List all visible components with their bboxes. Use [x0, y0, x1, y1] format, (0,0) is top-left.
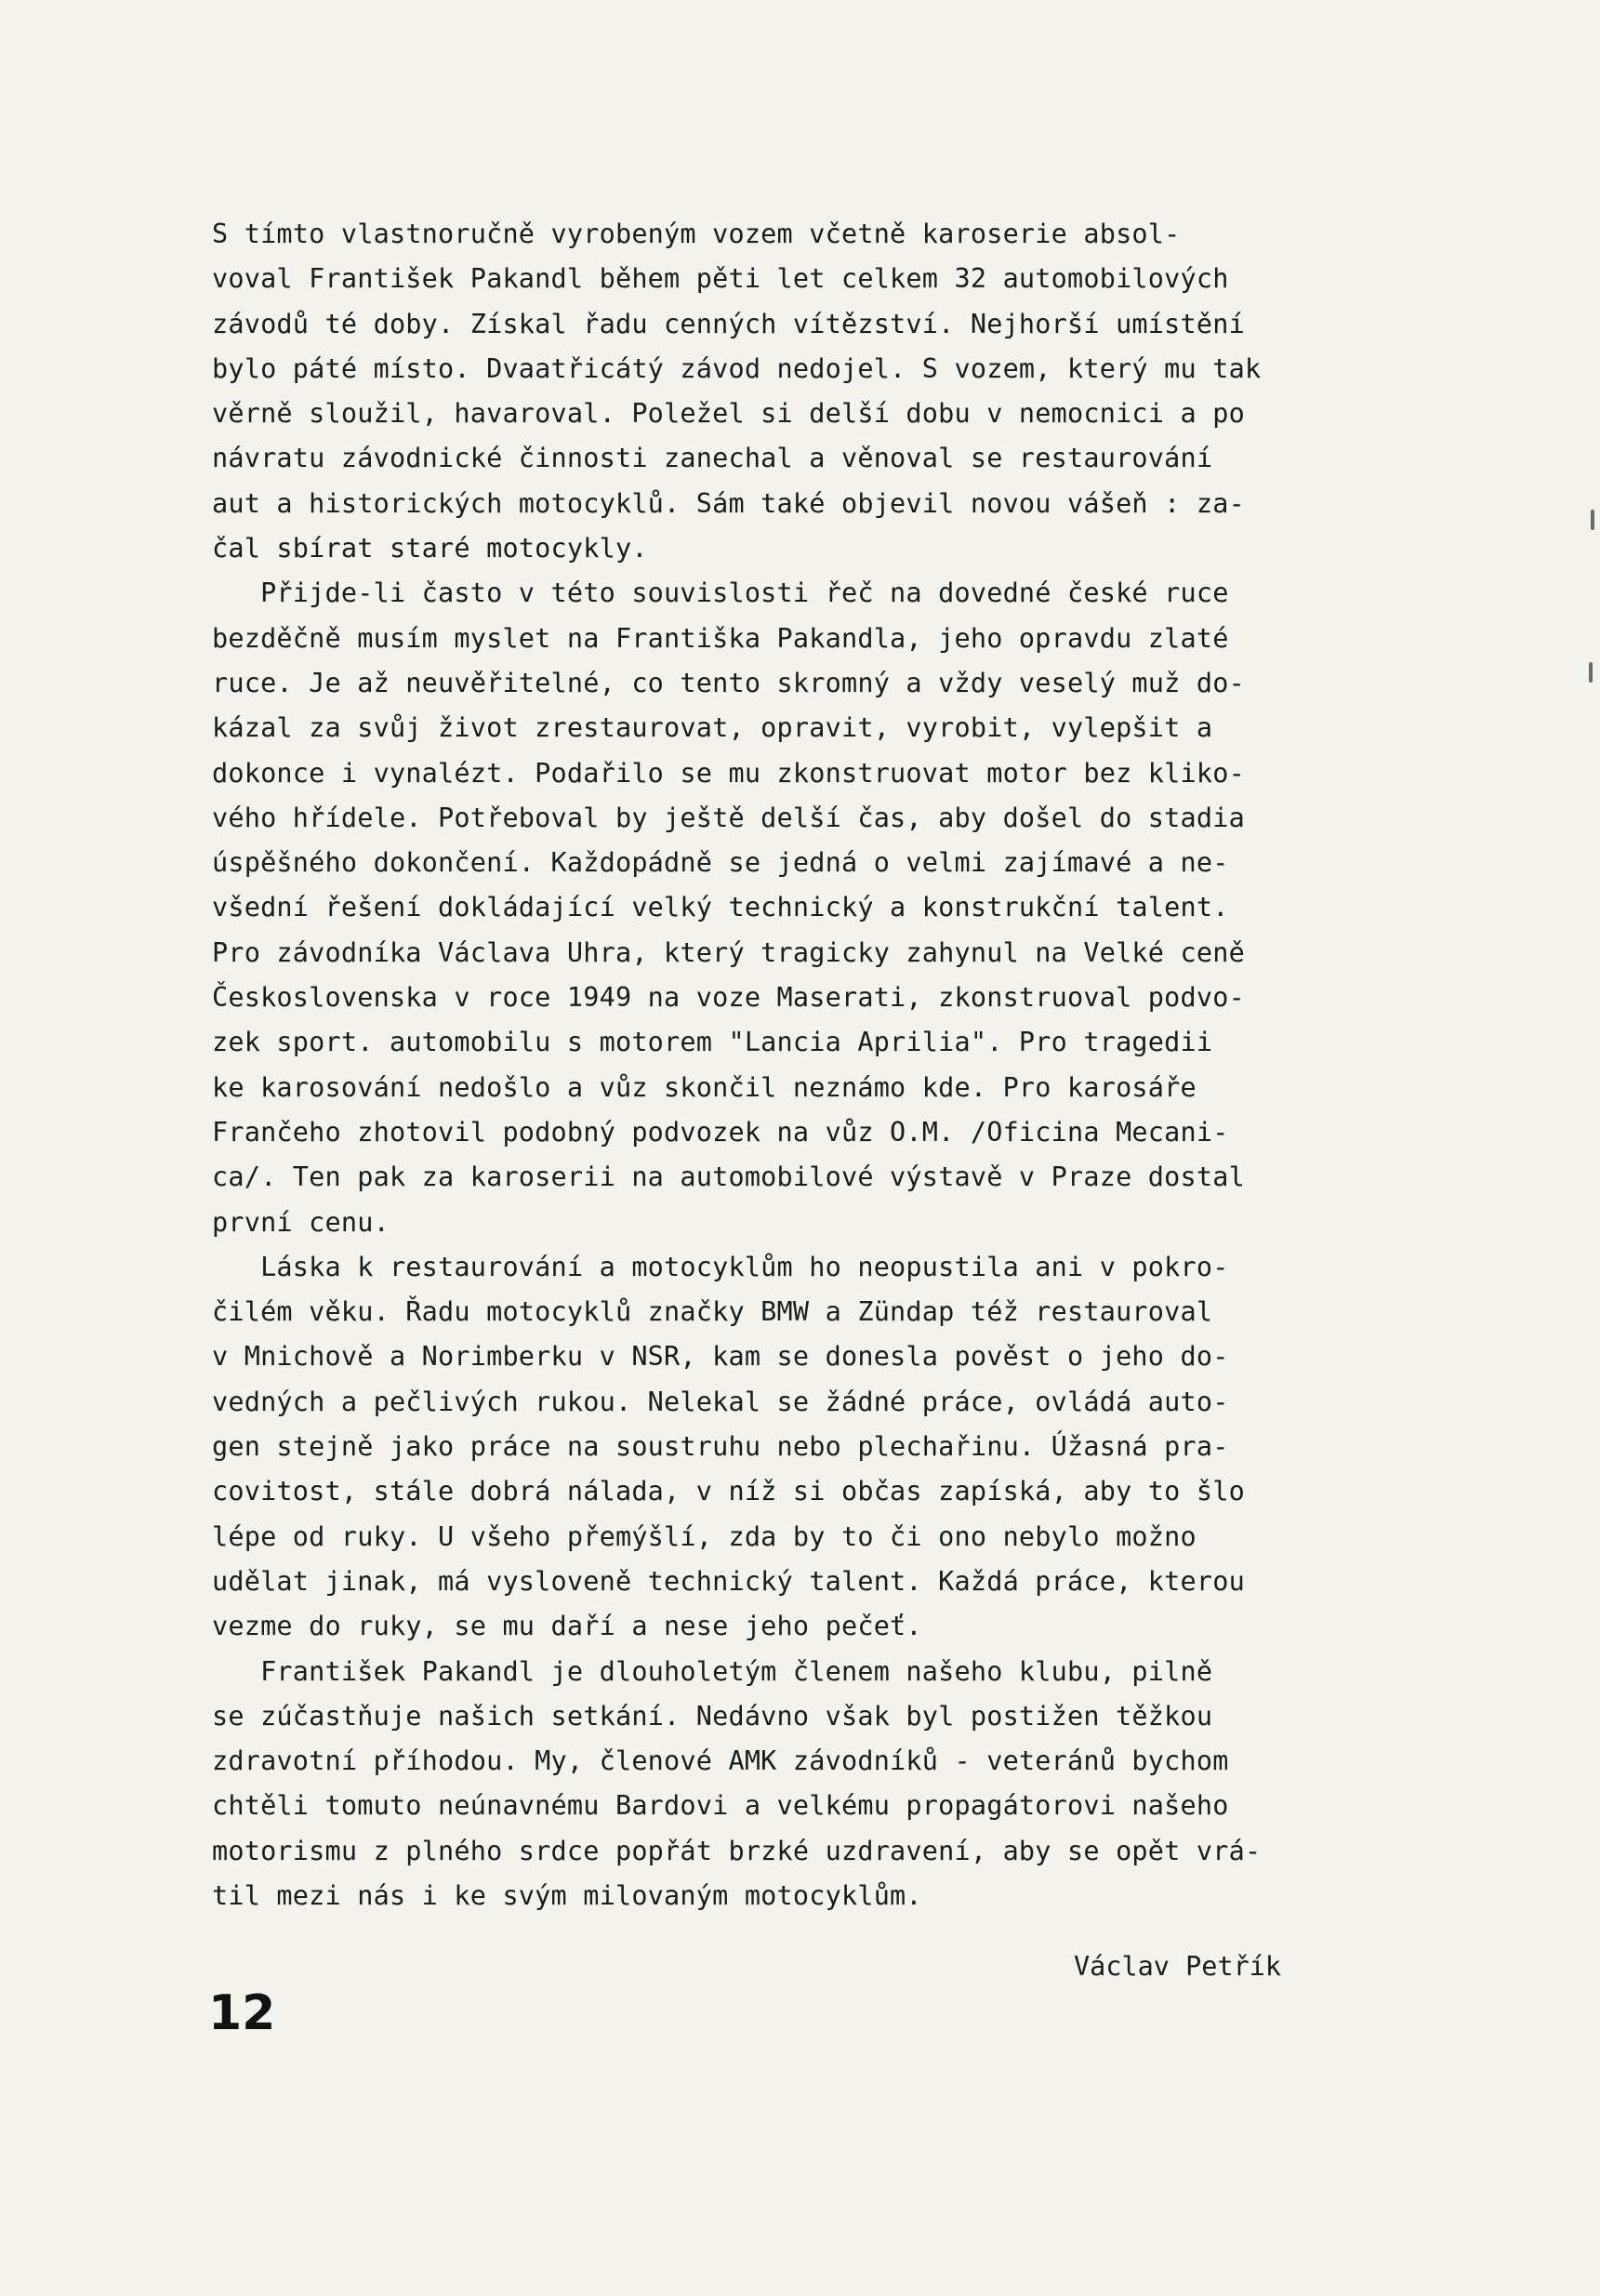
text-line: covitost, stále dobrá nálada, v níž si občas zapíská, aby to šlo: [212, 1476, 1245, 1507]
text-line: gen stejně jako práce na soustruhu nebo plechařinu. Úžasná pra-: [212, 1431, 1229, 1463]
text-line: návratu závodnické činnosti zanechal a věnoval se restaurování: [212, 443, 1213, 474]
text-line: lépe od ruky. U všeho přemýšlí, zda by to či ono nebylo možno: [212, 1520, 1197, 1552]
text-line: ke karosování nedošlo a vůz skončil neznámo kde. Pro karosáře: [212, 1071, 1197, 1103]
text-line: motorismu z plného srdce popřát brzké uzdravení, aby se opět vrá-: [212, 1835, 1262, 1866]
author-signature: Václav Petřík: [1074, 1951, 1282, 1982]
text-line: kázal za svůj život zrestaurovat, opravit, vyrobit, vylepšit a: [212, 712, 1213, 744]
body-text: [212, 212, 1430, 1918]
text-line: ruce. Je až neuvěřitelné, co tento skromný a vždy veselý muž do-: [212, 667, 1245, 698]
text-line: zdravotní příhodou. My, členové AMK závodníků - veteránů bychom: [212, 1745, 1229, 1777]
text-line: Láska k restaurování a motocyklům ho neopustila ani v pokro-: [212, 1251, 1229, 1282]
text-line: úspěšného dokončení. Každopádně se jedná o velmi zajímavé a ne-: [212, 847, 1229, 879]
text-line: čal sbírat staré motocykly.: [212, 533, 648, 564]
scan-edge-mark: [1589, 662, 1593, 683]
text-line: Přijde-li často v této souvislosti řeč na dovedné české ruce: [212, 577, 1229, 609]
text-line: bezděčně musím myslet na Františka Pakandla, jeho opravdu zlaté: [212, 622, 1229, 654]
text-line: S tímto vlastnoručně vyrobeným vozem včetně karoserie absol-: [212, 219, 1181, 249]
text-line: se zúčastňuje našich setkání. Nedávno však byl postižen těžkou: [212, 1700, 1213, 1732]
text-line: voval František Pakandl během pěti let celkem 32 automobilových: [212, 263, 1229, 295]
text-line: František Pakandl je dlouholetým členem našeho klubu, pilně: [212, 1655, 1213, 1687]
text-line: všední řešení dokládající velký technický a konstrukční talent.: [212, 892, 1229, 923]
text-line: věrně sloužil, havaroval. Poležel si delší dobu v nemocnici a po: [212, 398, 1245, 430]
text-line: dokonce i vynalézt. Podařilo se mu zkonstruovat motor bez kliko-: [212, 757, 1245, 789]
text-line: zek sport. automobilu s motorem "Lancia Aprilia". Pro tragedii: [212, 1027, 1213, 1058]
text-line: bylo páté místo. Dvaatřicátý závod nedojel. S vozem, který mu tak: [212, 352, 1262, 384]
text-line: udělat jinak, má vysloveně technický talent. Každá práce, kterou: [212, 1565, 1245, 1597]
text-line: první cenu.: [212, 1206, 390, 1238]
text-line: ca/. Ten pak za karoserii na automobilové výstavě v Praze dostal: [212, 1161, 1245, 1193]
scan-edge-mark: [1591, 510, 1594, 530]
text-line: til mezi nás i ke svým milovaným motocyklům.: [212, 1879, 922, 1911]
text-line: vezme do ruky, se mu daří a nese jeho pečeť.: [212, 1611, 922, 1642]
text-line: závodů té doby. Získal řadu cenných vítězství. Nejhorší umístění: [212, 308, 1245, 339]
text-line: v Mnichově a Norimberku v NSR, kam se donesla pověst o jeho do-: [212, 1341, 1229, 1373]
text-line: vého hřídele. Potřeboval by ještě delší čas, aby došel do stadia: [212, 802, 1245, 833]
text-line: čilém věku. Řadu motocyklů značky BMW a Zündap též restauroval: [212, 1296, 1213, 1328]
text-line: Československa v roce 1949 na voze Maserati, zkonstruoval podvo-: [212, 982, 1245, 1014]
page-number: 12: [208, 1985, 276, 2041]
text-line: vedných a pečlivých rukou. Nelekal se žádné práce, ovládá auto-: [212, 1386, 1229, 1417]
text-line: aut a historických motocyklů. Sám také objevil novou vášeň : za-: [212, 487, 1245, 519]
text-line: Pro závodníka Václava Uhra, který tragicky zahynul na Velké ceně: [212, 936, 1245, 968]
text-line: chtěli tomuto neúnavnému Bardovi a velkému propagátorovi našeho: [212, 1790, 1229, 1822]
text-line: Frančeho zhotovil podobný podvozek na vůz O.M. /Oficina Mecani-: [212, 1116, 1229, 1148]
